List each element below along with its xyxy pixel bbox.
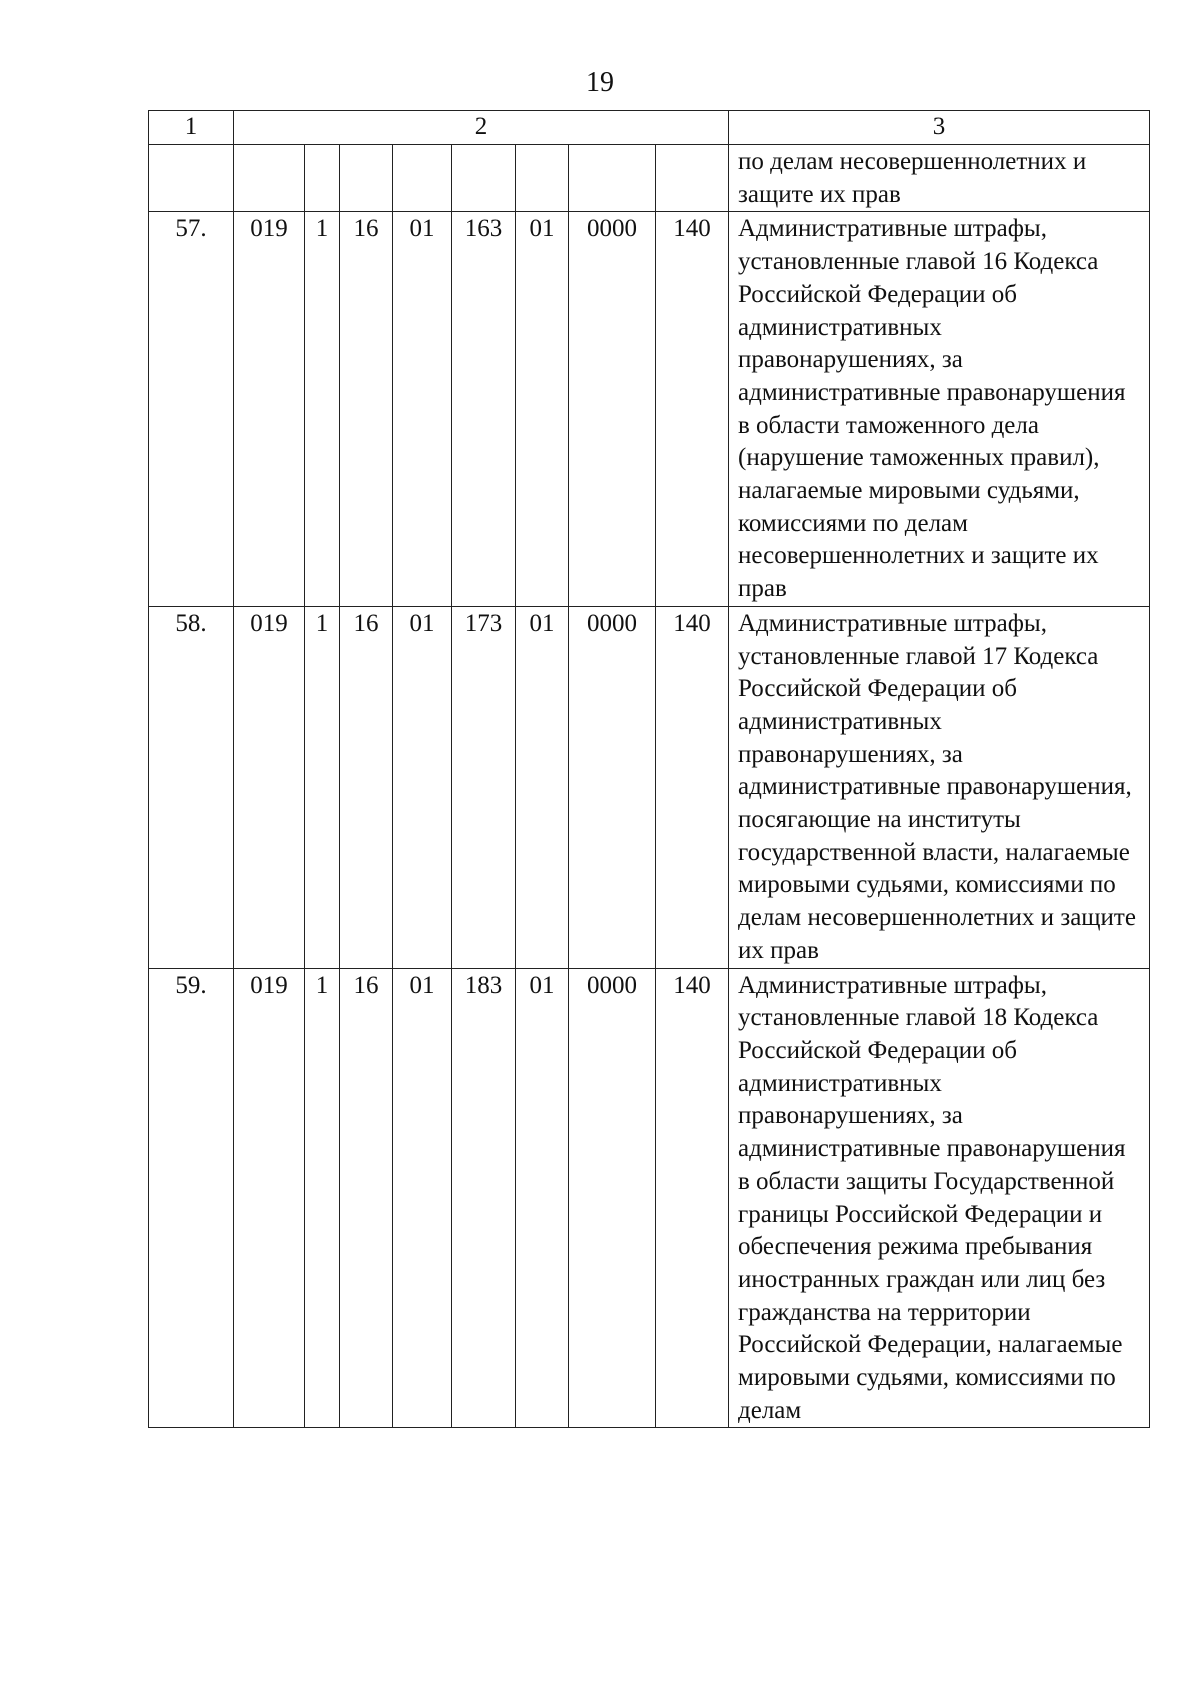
table-row: [149, 212, 1150, 606]
table-row: [149, 606, 1150, 968]
code-economic: 140: [656, 968, 729, 1428]
code-article: 01: [393, 212, 452, 606]
row-description: Административные штрафы, установленные главой 16 Кодекса Российской Федерации об административных правонарушениях, за административные правонарушения в области таможенного дела (нарушение таможенных правил), налагаемые мировыми судьями, комиссиями по делам несовершеннолетних и защите их прав: [729, 212, 1150, 606]
code-economic: 140: [656, 606, 729, 968]
page-number: 19: [586, 67, 614, 98]
code-admin: 019: [234, 212, 305, 606]
code-article: 01: [393, 968, 452, 1428]
code-program: 0000: [569, 968, 656, 1428]
code-subarticle: 163: [452, 212, 516, 606]
row-number: 57.: [149, 212, 234, 606]
row-description: Административные штрафы, установленные главой 17 Кодекса Российской Федерации об административных правонарушениях, за административные правонарушения, посягающие на институты государственной власти, налагаемые мировыми судьями, комиссиями по делам несовершеннолетних и защите их прав: [729, 606, 1150, 968]
row-number: 59.: [149, 968, 234, 1428]
code-admin: 019: [234, 968, 305, 1428]
row-number: 58.: [149, 606, 234, 968]
table-header-row: [149, 111, 1150, 145]
code-element: 01: [516, 606, 569, 968]
code-element: 01: [516, 212, 569, 606]
header-col-2: 2: [234, 111, 729, 145]
code-admin: 019: [234, 606, 305, 968]
code-subarticle: 183: [452, 968, 516, 1428]
code-subgroup: 16: [340, 212, 393, 606]
code-group: 1: [305, 212, 340, 606]
code-article: 01: [393, 606, 452, 968]
code-subarticle: 173: [452, 606, 516, 968]
code-group: 1: [305, 606, 340, 968]
code-economic: 140: [656, 212, 729, 606]
table-row-continuation: [149, 145, 1150, 212]
code-program: 0000: [569, 212, 656, 606]
code-program: 0000: [569, 606, 656, 968]
code-group: 1: [305, 968, 340, 1428]
code-subgroup: 16: [340, 968, 393, 1428]
budget-codes-table: [148, 110, 1150, 1428]
continuation-text: по делам несовершеннолетних и защите их прав: [729, 145, 1150, 212]
header-col-3: 3: [729, 111, 1150, 145]
table-row: [149, 968, 1150, 1428]
header-col-1: 1: [149, 111, 234, 145]
code-element: 01: [516, 968, 569, 1428]
row-description: Административные штрафы, установленные главой 18 Кодекса Российской Федерации об административных правонарушениях, за административные правонарушения в области защиты Государственной границы Российской Федерации и обеспечения режима пребывания иностранных граждан или лиц без гражданства на территории Российской Федерации, налагаемые мировыми судьями, комиссиями по делам: [729, 968, 1150, 1428]
code-subgroup: 16: [340, 606, 393, 968]
